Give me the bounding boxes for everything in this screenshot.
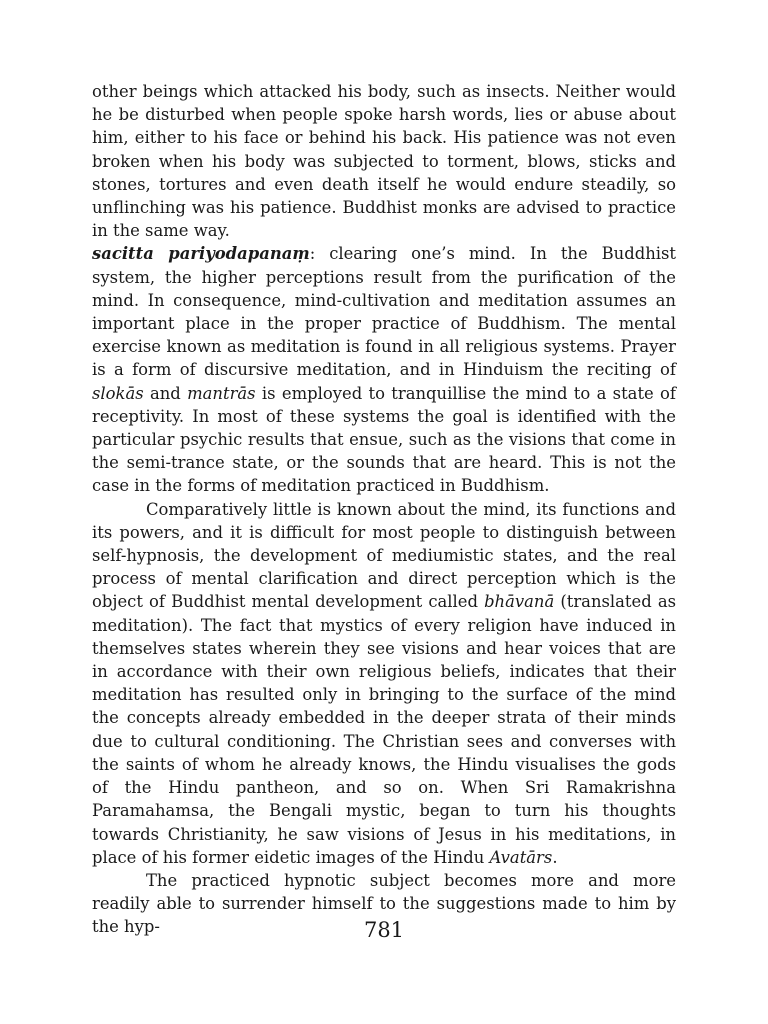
paragraph-2 xyxy=(92,242,676,497)
paragraph-text: : clearing one’s mind. In the Buddhist system, the higher perceptions result from the purification of the mind. In consequence, mind-cultivation and meditation assumes an important place in the proper practice of Buddhism. The mental exercise known as meditation is found in all religious systems. Prayer is a form of discursive meditation, and in Hinduism the reciting of xyxy=(92,244,676,380)
body-text xyxy=(92,80,676,939)
italic-term: mantrās xyxy=(187,383,256,403)
italic-term: bhāvanā xyxy=(484,592,555,612)
paragraph-text: (translated as meditation). The fact that mystics of every religion have induced in themselves states wherein they see visions and hear voices that are in accordance with their own religious beliefs, indicates that their meditation has resulted only in bringing to the surface of the mind the concepts already embedded in the deeper strata of their minds due to cultural conditioning. The Christian sees and converses with the saints of whom he already knows, the Hindu visualises the gods of the Hindu pantheon, and so on. When Sri Ramakrishna Paramahamsa, the Bengali mystic, began to turn his thoughts towards Christianity, he saw visions of Jesus in his meditations, in place of his former eidetic images of the Hindu xyxy=(92,592,677,867)
italic-term: slokās xyxy=(92,383,144,403)
italic-term: Avatārs xyxy=(489,847,553,867)
paragraph-text: other beings which attacked his body, such as insects. Neither would he be disturbed when people spoke harsh words, lies or abuse about him, either to his face or behind his back. His patience was not even broken when his body was subjected to torment, blows, sticks and stones, tortures and even death itself he would endure steadily, so unflinching was his patience. Buddhist monks are advised to practice in the same way. xyxy=(92,82,676,241)
paragraph-text: . xyxy=(552,847,558,867)
paragraph-3 xyxy=(92,498,676,869)
paragraph-text: is employed to tranquillise the mind to a state of receptivity. In most of these systems the goal is identified with the particular psychic results that ensue, such as the visions that come in the semi-trance state, or the sounds that are heard. This is not the case in the forms of meditation practiced in Buddhism. xyxy=(92,383,676,496)
term-heading: sacitta pariyodapanaṃ xyxy=(92,244,310,264)
paragraph-1 xyxy=(92,80,676,242)
paragraph-text: Comparatively little is known about the mind, its functions and its powers, and it is difficult for most people to distinguish between self-hypnosis, the development of mediumistic states, and the real process of mental clarification and direct perception which is the object of Buddhist mental development called xyxy=(92,499,676,612)
page-number: 781 xyxy=(363,918,405,942)
paragraph-text: The practiced hypnotic subject becomes more and more readily able to surrender himself to the suggestions made to him by the hyp- xyxy=(92,870,676,937)
paragraph-text: and xyxy=(143,383,188,403)
